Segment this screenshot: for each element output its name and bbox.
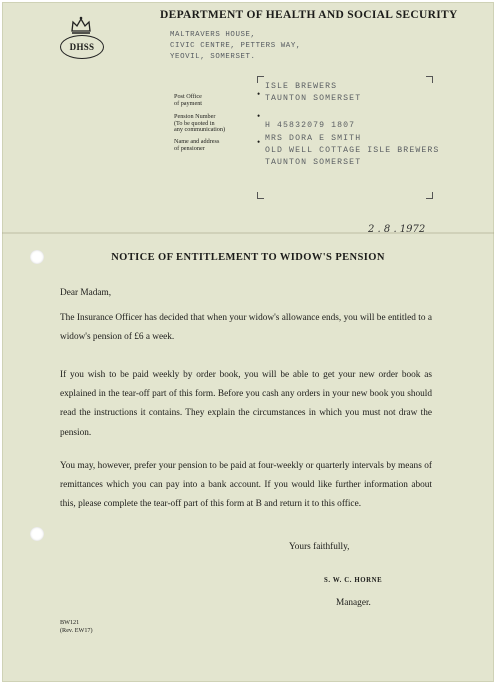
pension-number-value: H 45832079 1807 xyxy=(265,121,356,130)
address-window-corner xyxy=(257,192,264,199)
address-window-corner xyxy=(257,76,264,83)
salutation: Dear Madam, xyxy=(60,288,112,298)
pensioner-address-line: OLD WELL COTTAGE ISLE BREWERS xyxy=(265,146,440,155)
pensioner-address-line: TAUNTON SOMERSET xyxy=(265,158,362,167)
address-window-corner xyxy=(426,76,433,83)
office-address-line: MALTRAVERS HOUSE, xyxy=(170,31,256,39)
signatory-position: Manager. xyxy=(336,598,371,608)
form-code: BW121 xyxy=(60,619,80,626)
body-paragraph: You may, however, prefer your pension to be paid at four-weekly or quarterly intervals by means of remittances which you can pay into a bank account. If you would like further information about this, please complete the tear-off part of this form at B and return it to this office. xyxy=(60,461,432,510)
field-bullet: • xyxy=(257,89,261,99)
form-revision: (Rev. EW17) xyxy=(60,627,93,634)
signatory-name: S. W. C. HORNE xyxy=(324,577,383,584)
closing: Yours faithfully, xyxy=(289,542,350,552)
post-office-label: Post Office of payment xyxy=(174,93,203,107)
letter-sheet xyxy=(2,2,494,682)
field-bullet: • xyxy=(257,111,261,121)
office-address-line: CIVIC CENTRE, PETTERS WAY, xyxy=(170,42,301,50)
dhss-logo xyxy=(60,35,104,59)
field-bullet: • xyxy=(257,137,261,147)
body-paragraph: If you wish to be paid weekly by order book, you will be able to get your new order book as explained in the tear-off part of this form. Before you cash any orders in your new book you should read the instructions it contains. They explain the circumstances in which you must not draw the pension. xyxy=(60,370,432,438)
body-paragraph: The Insurance Officer has decided that when your widow's allowance ends, you will be entitled to a widow's pension of £6 a week. xyxy=(60,313,432,343)
pensioner-address-line: MRS DORA E SMITH xyxy=(265,134,362,143)
pension-number-label: Pension Number (To be quoted in any communication) xyxy=(174,113,226,134)
address-window-corner xyxy=(426,192,433,199)
post-office-line: TAUNTON SOMERSET xyxy=(265,94,362,103)
punch-hole xyxy=(30,527,44,541)
office-address-line: YEOVIL, SOMERSET. xyxy=(170,53,256,61)
handwritten-date: 2 . 8 . 1972 xyxy=(368,224,426,235)
department-name: DEPARTMENT OF HEALTH AND SOCIAL SECURITY xyxy=(160,9,458,21)
form-reference xyxy=(60,619,93,635)
post-office-line: ISLE BREWERS xyxy=(265,82,338,91)
crown-icon xyxy=(70,16,92,34)
name-address-label: Name and address of pensioner xyxy=(174,138,220,152)
notice-title: NOTICE OF ENTITLEMENT TO WIDOW'S PENSION xyxy=(111,252,385,263)
logo-text: DHSS xyxy=(69,42,95,52)
